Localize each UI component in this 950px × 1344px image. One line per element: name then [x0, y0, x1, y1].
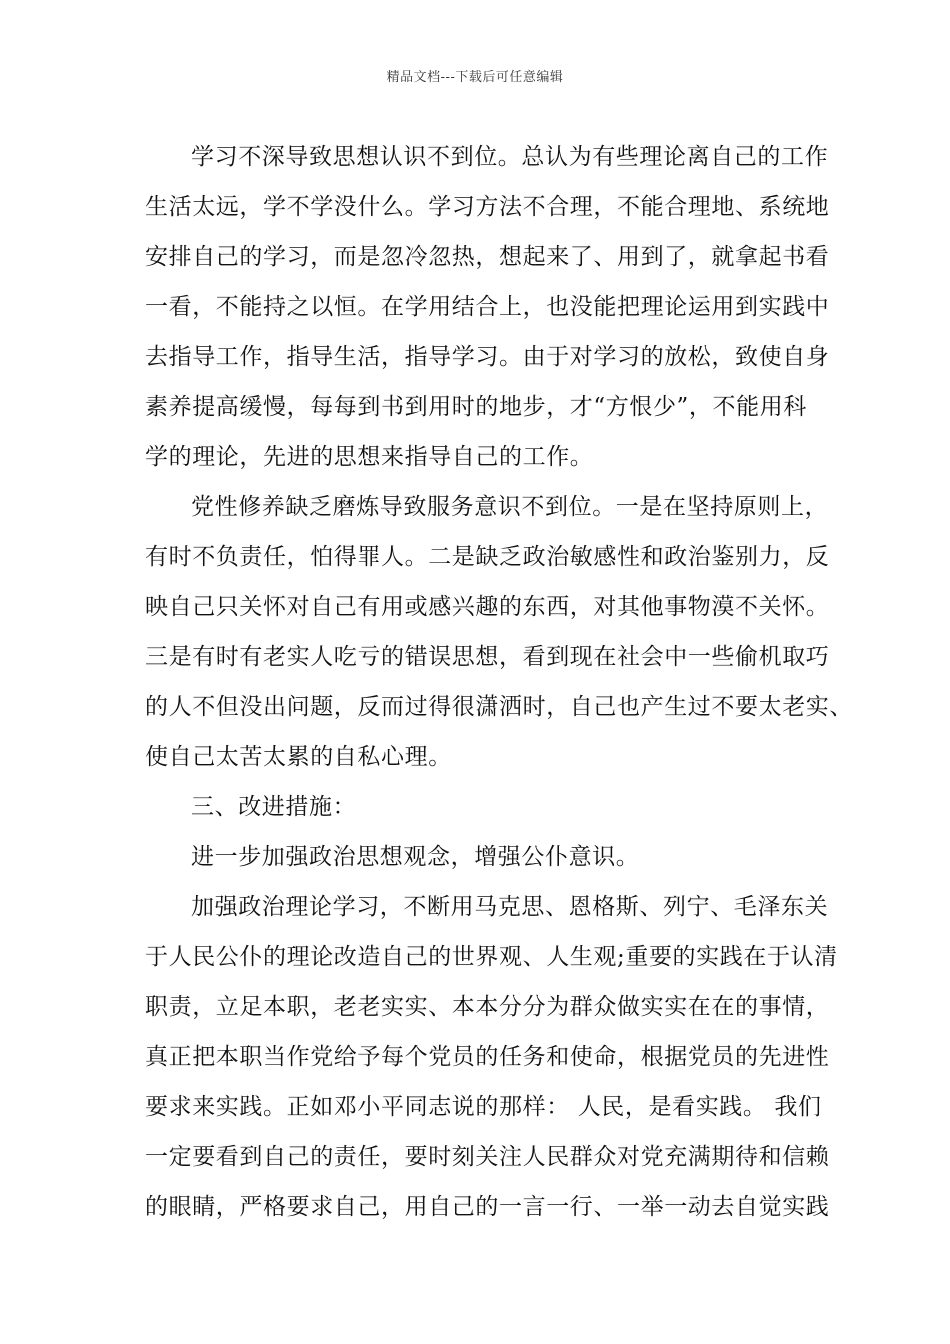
text-line: 素养提高缓慢，每每到书到用时的地步，才“方恨少”，不能用科 [145, 394, 807, 420]
text-line: 一定要看到自己的责任，要时刻关注人民群众对党充满期待和信赖 [145, 1144, 830, 1170]
text-line: 三是有时有老实人吃亏的错误思想，看到现在社会中一些偷机取巧 [145, 644, 830, 670]
text-line: 要求来实践。正如邓小平同志说的那样： 人民，是看实践。 我们 [145, 1094, 822, 1120]
page-header: 精品文档---下载后可任意编辑 [386, 70, 564, 85]
text-line: 于人民公仆的理论改造自己的世界观、人生观;重要的实践在于认清 [145, 944, 838, 970]
text-line: 映自己只关怀对自己有用或感兴趣的东西，对其他事物漠不关怀。 [145, 594, 830, 620]
text-line: 的人不但没出问题，反而过得很潇洒时，自己也产生过不要太老实、 [145, 694, 853, 720]
text-line: 加强政治理论学习，不断用马克思、恩格斯、列宁、毛泽东关 [191, 894, 829, 920]
text-line: 生活太远，学不学没什么。学习方法不合理，不能合理地、系统地 [145, 194, 830, 220]
text-line: 党性修养缺乏磨炼导致服务意识不到位。一是在坚持原则上， [191, 494, 829, 520]
text-line: 使自己太苦太累的自私心理。 [145, 744, 452, 770]
text-line: 学的理论，先进的思想来指导自己的工作。 [145, 444, 594, 470]
subheading: 进一步加强政治思想观念，增强公仆意识。 [191, 844, 640, 870]
text-line: 一看，不能持之以恒。在学用结合上，也没能把理论运用到实践中 [145, 294, 830, 320]
text-line: 安排自己的学习，而是忽冷忽热，想起来了、用到了，就拿起书看 [145, 244, 830, 270]
text-line: 去指导工作，指导生活，指导学习。由于对学习的放松，致使自身 [145, 344, 830, 370]
text-line: 的眼睛，严格要求自己，用自己的一言一行、一举一动去自觉实践 [145, 1194, 830, 1220]
section-heading: 三、改进措施： [191, 794, 357, 820]
text-line: 职责，立足本职，老老实实、本本分分为群众做实实在在的事情， [145, 994, 830, 1020]
document-body [145, 132, 853, 1232]
text-line: 真正把本职当作党给予每个党员的任务和使命，根据党员的先进性 [145, 1044, 830, 1070]
text-line: 学习不深导致思想认识不到位。总认为有些理论离自己的工作 [191, 144, 829, 170]
text-line: 有时不负责任，怕得罪人。二是缺乏政治敏感性和政治鉴别力，反 [145, 544, 830, 570]
